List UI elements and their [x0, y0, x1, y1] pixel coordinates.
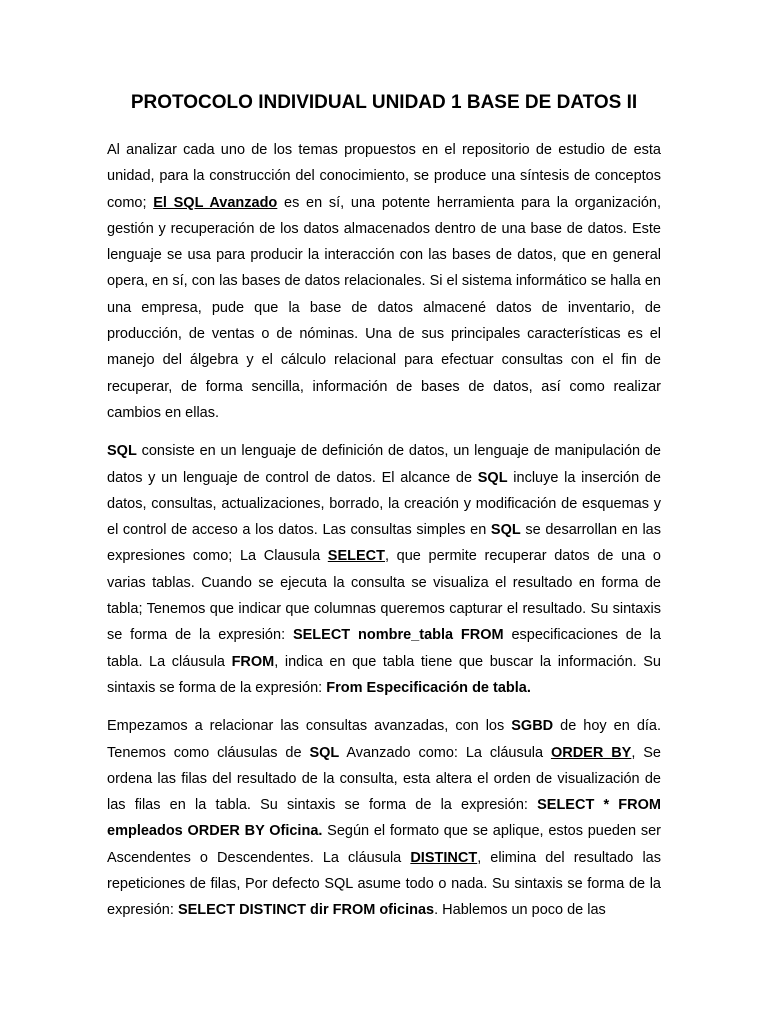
- text-run: Empezamos a relacionar las consultas avanzadas, con los: [107, 718, 512, 735]
- term-sql-avanzado: El SQL Avanzado: [153, 194, 278, 211]
- text-run: , que permite recuperar datos de una o varias tablas. Cuando se ejecuta la consulta se visualiza el resultado en forma de tabla; Tenemos que indicar que columnas queremos capturar el resultado. Su sintaxis se forma de la expresión:: [107, 548, 661, 644]
- text-run: es en sí, una potente herramienta para la organización, gestión y recuperación de los datos almacenados dentro de una base de datos. Este lenguaje se usa para producir la interacción con las bases de datos, que en general opera, en sí, con las bases de datos relacionales. Si el sistema informático se halla en una empresa, pude que la base de datos almacené datos de inventario, de producción, de ventas o de nóminas. Una de sus principales características es el manejo del álgebra y el cálculo relacional para efectuar consultas con el fin de recuperar, de forma sencilla, información de bases de datos, así como realizar cambios en ellas.: [107, 194, 661, 421]
- text-run: especificaciones de la tabla. La cláusula: [107, 627, 661, 670]
- text-run: Al analizar cada uno de los temas propuestos en el repositorio de estudio de esta unidad, para la construcción del conocimiento, se produce una síntesis de conceptos como;: [107, 142, 661, 211]
- paragraph-intro: [107, 137, 661, 426]
- text-run: , elimina del resultado las repeticiones de filas, Por defecto SQL asume todo o nada. Su sintaxis se forma de la expresión:: [107, 849, 661, 919]
- term-sql: SQL: [490, 522, 521, 539]
- term-order-by: ORDER BY: [550, 744, 632, 761]
- term-sql: SQL: [477, 469, 508, 486]
- text-run: se desarrollan en las expresiones como; La Clausula: [107, 522, 661, 565]
- code-select-from: SELECT nombre_tabla FROM: [292, 627, 504, 644]
- term-distinct: DISTINCT: [410, 849, 478, 866]
- text-run: , Se ordena las filas del resultado de la consulta, esta altera el orden de visualización de las filas en la tabla. Su sintaxis se forma de la expresión:: [107, 744, 661, 814]
- text-run: incluye la inserción de datos, consultas, actualizaciones, borrado, la creación y modificación de esquemas y el control de acceso a los datos. Las consultas simples en: [107, 469, 661, 539]
- paragraph-sql-avanzado: [107, 713, 661, 923]
- term-select: SELECT: [327, 548, 385, 565]
- term-from: FROM: [231, 653, 275, 670]
- text-run: Según el formato que se aplique, estos pueden ser Ascendentes o Descendentes. La cláusula: [107, 823, 661, 866]
- term-sql: SQL: [107, 443, 137, 460]
- text-run: de hoy en día. Tenemos como cláusulas de: [107, 718, 662, 761]
- paragraph-sql: [107, 438, 661, 701]
- term-sql: SQL: [309, 744, 340, 761]
- code-order-by: SELECT * FROM empleados ORDER BY Oficina.: [107, 797, 661, 840]
- text-run: consiste en un lenguaje de definición de datos, un lenguaje de manipulación de datos y un lenguaje de control de datos. El alcance de: [107, 443, 661, 486]
- text-run: Avanzado como: La cláusula: [339, 744, 551, 761]
- code-from-especificacion: From Especificación de tabla.: [326, 679, 531, 696]
- code-select-distinct: SELECT DISTINCT dir FROM oficinas: [177, 902, 435, 919]
- text-run: . Hablemos un poco de las: [434, 902, 606, 919]
- text-run: , indica en que tabla tiene que buscar la información. Su sintaxis se forma de la expresión:: [107, 653, 661, 696]
- document-title: PROTOCOLO INDIVIDUAL UNIDAD 1 BASE DE DATOS II: [130, 92, 638, 113]
- term-sgbd: SGBD: [511, 718, 554, 735]
